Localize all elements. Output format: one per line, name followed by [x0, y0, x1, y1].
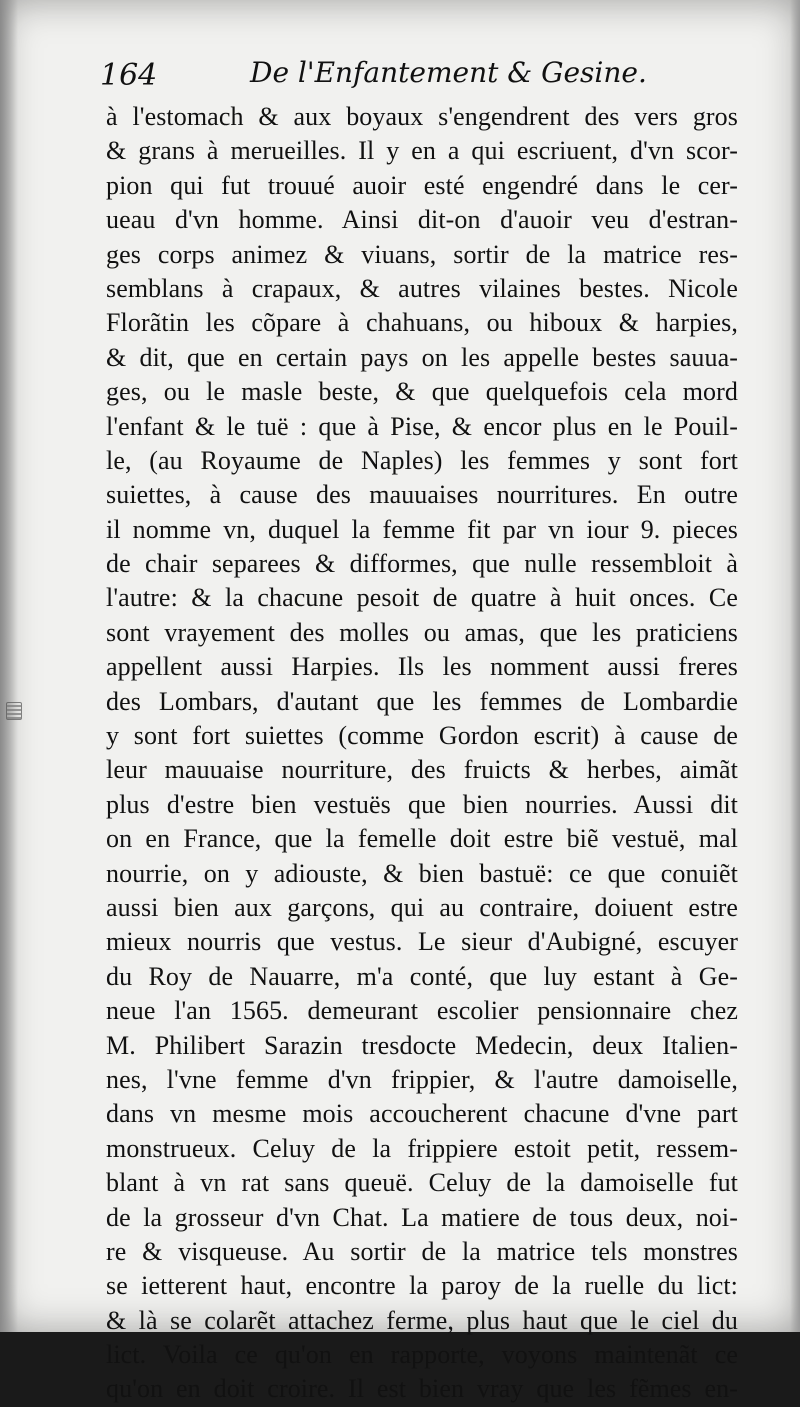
text-line: re & visqueuse. Au sortir de la matrice tels monstres	[106, 1236, 738, 1266]
text-line: de la grosseur d'vn Chat. La matiere de tous deux, noi-	[106, 1202, 738, 1232]
text-line: nes, l'vne femme d'vn frippier, & l'autre damoiselle,	[106, 1064, 738, 1094]
text-line: neue l'an 1565. demeurant escolier pensionnaire chez	[106, 996, 738, 1026]
text-line: Florãtin les cõpare à chahuans, ou hiboux & harpies,	[106, 308, 738, 338]
text-line: & là se colarẽt attachez ferme, plus haut que le ciel du	[106, 1305, 738, 1335]
text-line: l'autre: & la chacune pesoit de quatre à huit onces. Ce	[106, 583, 738, 613]
text-line: des Lombars, d'autant que les femmes de Lombardie	[106, 686, 738, 716]
text-line: leur mauuaise nourriture, des fruicts & herbes, aimãt	[106, 755, 738, 785]
text-line: blant à vn rat sans queuë. Celuy de la damoiselle fut	[106, 1168, 738, 1198]
running-head: De l'Enfantement & Gesine.	[250, 56, 647, 89]
text-line: M. Philibert Sarazin tresdocte Medecin, deux Italien-	[106, 1030, 738, 1060]
text-line: pion qui fut trouué auoir esté engendré dans le cer-	[106, 170, 738, 200]
text-line: plus d'estre bien vestuës que bien nourries. Aussi dit	[106, 789, 738, 819]
text-line: ges, ou le masle beste, & que quelquefois cela mord	[106, 377, 738, 407]
page-number: 164	[100, 58, 158, 93]
text-line: semblans à crapaux, & autres vilaines bestes. Nicole	[106, 273, 738, 303]
body-text	[106, 100, 738, 1407]
text-line: & dit, que en certain pays on les appelle bestes sauua-	[106, 342, 738, 372]
text-line: ueau d'vn homme. Ainsi dit-on d'auoir veu d'estran-	[106, 205, 738, 235]
text-line: il nomme vn, duquel la femme fit par vn iour 9. pieces	[106, 514, 738, 544]
text-line: aussi bien aux garçons, qui au contraire, doiuent estre	[106, 892, 738, 922]
text-line: se ietterent haut, encontre la paroy de la ruelle du lict:	[106, 1271, 738, 1301]
marginal-ornament-icon	[6, 702, 22, 720]
text-line: & grans à merueilles. Il y en a qui escriuent, d'vn scor-	[106, 136, 738, 166]
text-line: lict. Voila ce qu'on en rapporte, voyons maintenãt ce	[106, 1340, 738, 1370]
text-line: y sont fort suiettes (comme Gordon escrit) à cause de	[106, 721, 738, 751]
text-line: du Roy de Nauarre, m'a conté, que luy estant à Ge-	[106, 961, 738, 991]
text-line: à l'estomach & aux boyaux s'engendrent des vers gros	[106, 102, 738, 131]
text-line: ges corps animez & viuans, sortir de la matrice res-	[106, 239, 738, 269]
text-line: appellent aussi Harpies. Ils les nomment aussi freres	[106, 652, 738, 682]
page-header	[100, 52, 647, 98]
text-line: nourrie, on y adiouste, & bien bastuë: ce que conuiẽt	[106, 858, 738, 888]
text-line: de chair separees & difformes, que nulle ressembloit à	[106, 549, 738, 579]
text-line: l'enfant & le tuë : que à Pise, & encor plus en le Pouil-	[106, 411, 738, 441]
text-line: le, (au Royaume de Naples) les femmes y sont fort	[106, 445, 738, 475]
text-line: dans vn mesme mois accoucherent chacune d'vne part	[106, 1099, 738, 1129]
text-line: on en France, que la femelle doit estre biẽ vestuë, mal	[106, 824, 738, 854]
text-line: sont vrayement des molles ou amas, que les praticiens	[106, 617, 738, 647]
text-line: suiettes, à cause des mauuaises nourritures. En outre	[106, 480, 738, 510]
text-line: qu'on en doit croire. Il est bien vray que les fẽmes en-	[106, 1374, 738, 1404]
text-line: mieux nourris que vestus. Le sieur d'Aubigné, escuyer	[106, 927, 738, 957]
text-line: monstrueux. Celuy de la frippiere estoit petit, ressem-	[106, 1133, 738, 1163]
